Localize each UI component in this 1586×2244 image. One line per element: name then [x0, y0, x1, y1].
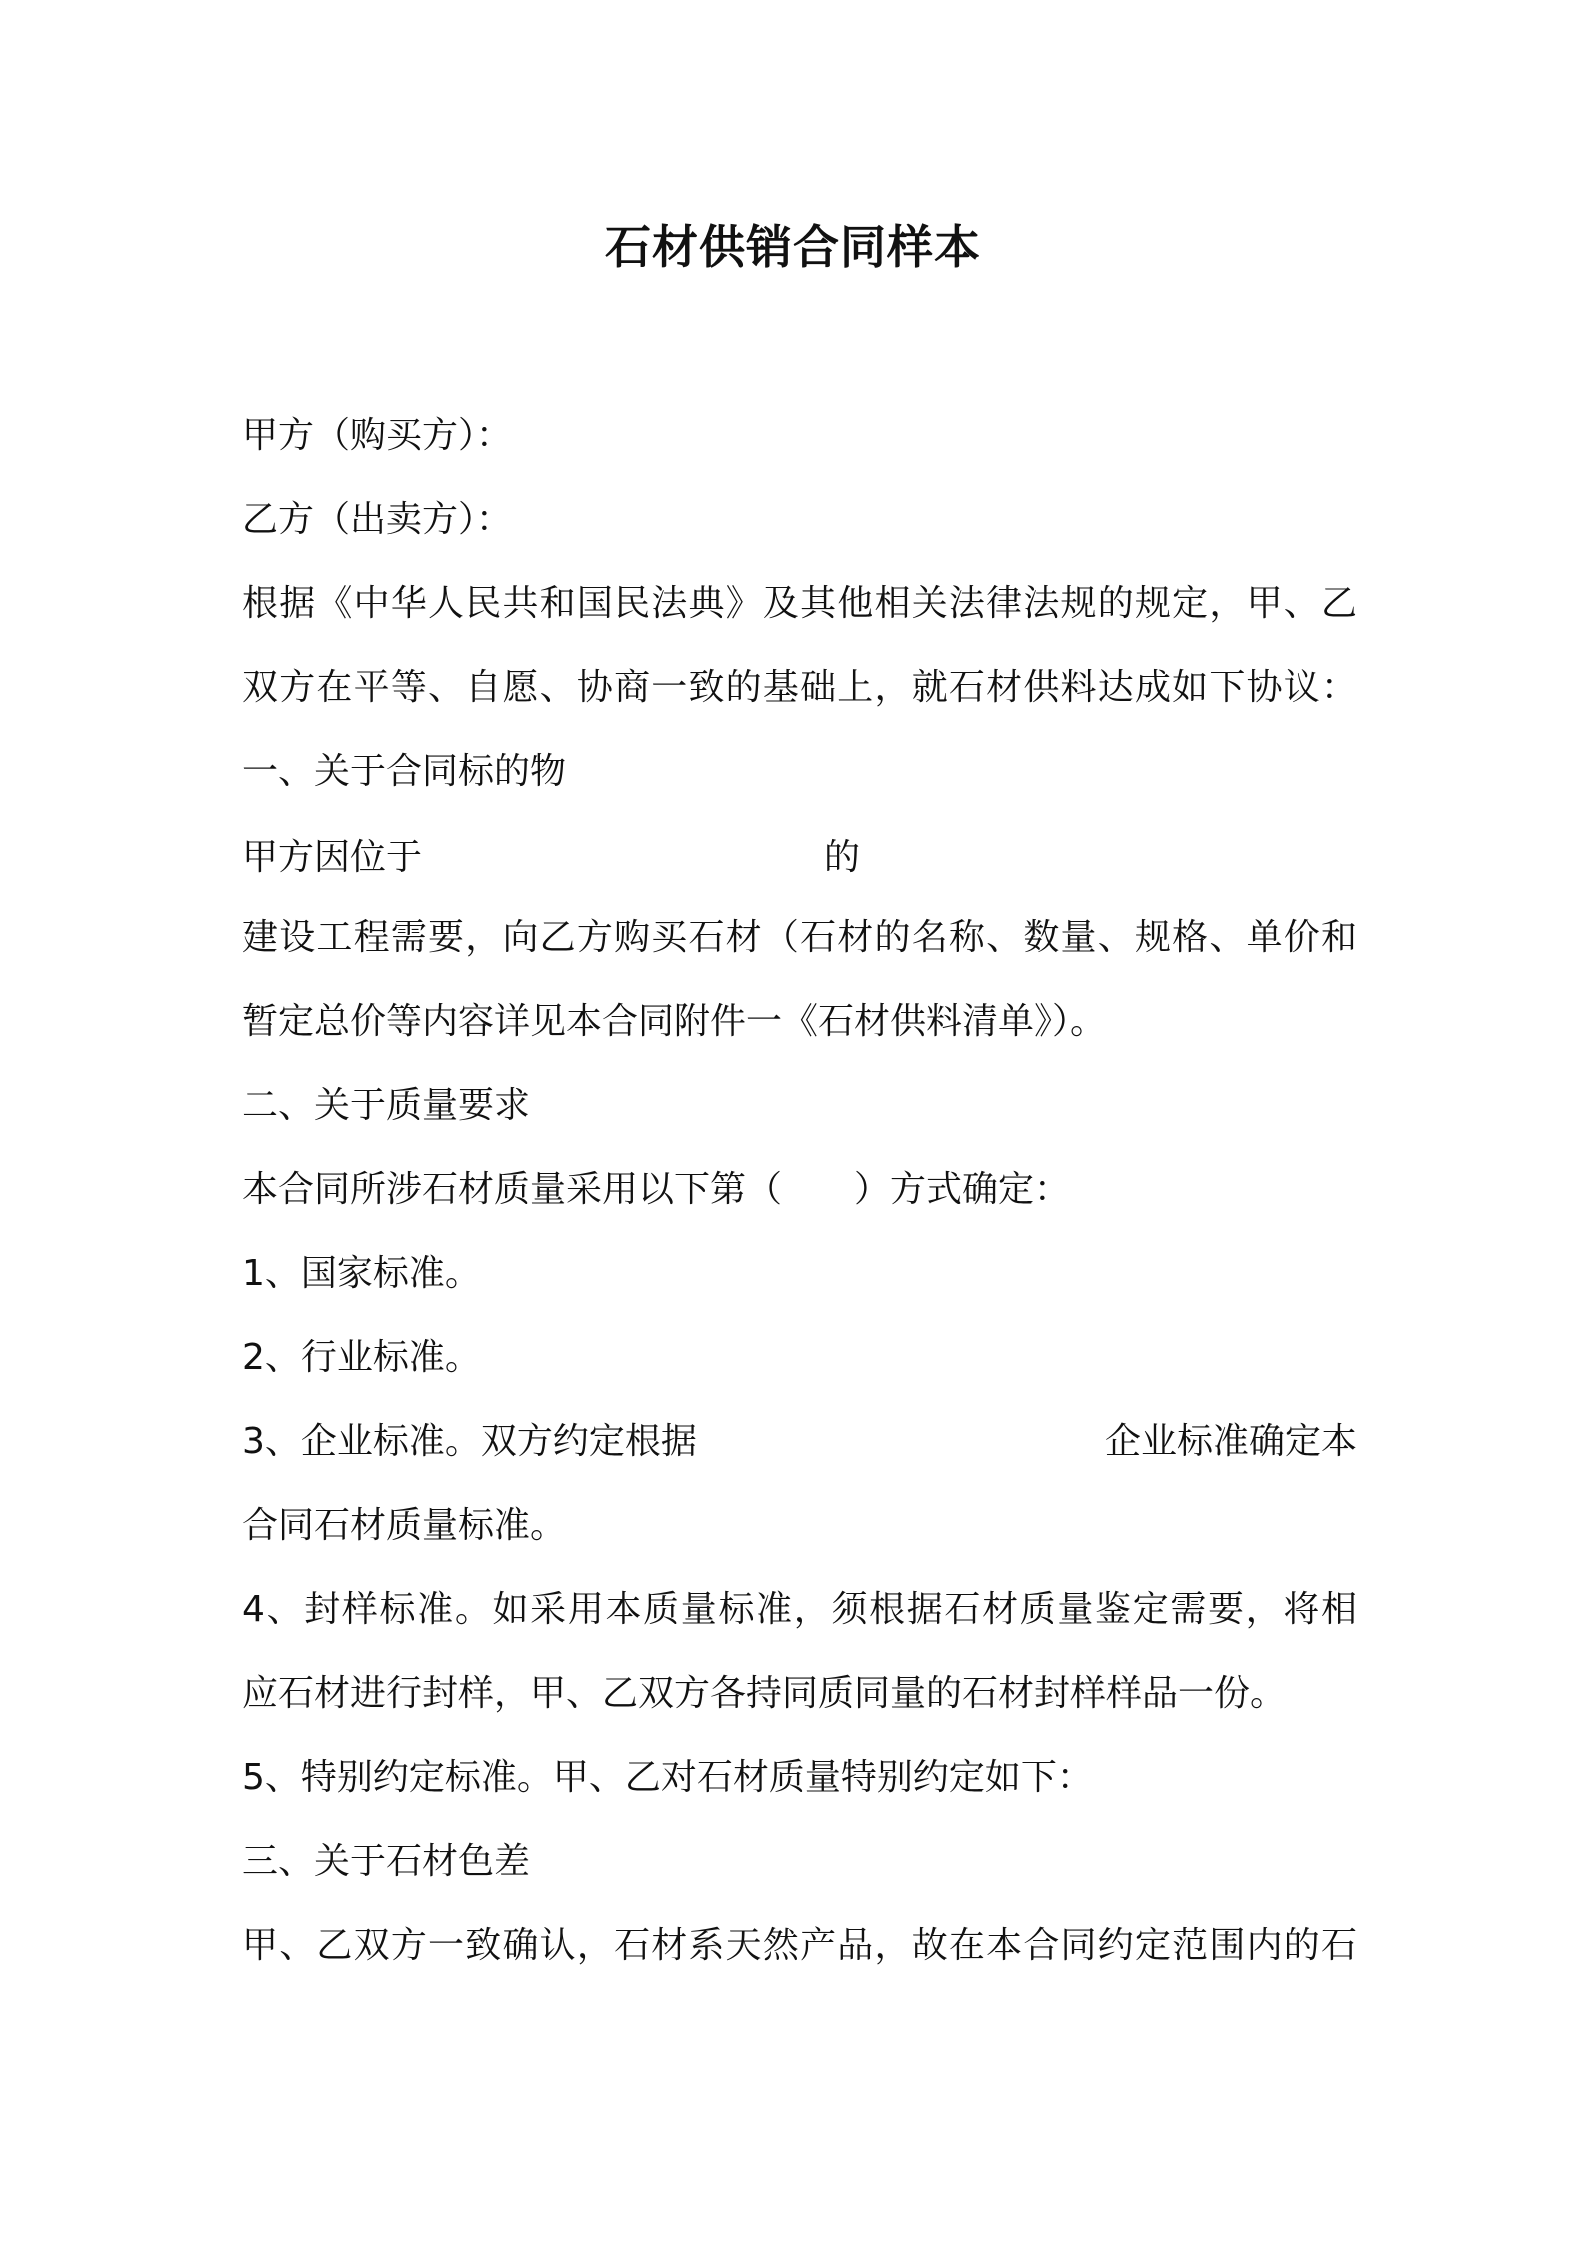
section-2-heading: 二、关于质量要求	[242, 1085, 531, 1126]
party-a-line: 甲方（购买方）：	[242, 415, 513, 456]
preamble-line-2: 双方在平等、自愿、协商一致的基础上，就石材供料达成如下协议：	[242, 667, 1357, 708]
section-2-item-1: 1、国家标准。	[242, 1253, 481, 1294]
section-2-item-4-line-1: 4、封样标准。如采用本质量标准，须根据石材质量鉴定需要，将相	[242, 1589, 1357, 1630]
section-1-line-1-end: 的	[824, 837, 861, 878]
section-3-line-1: 甲、乙双方一致确认，石材系天然产品，故在本合同约定范围内的石	[242, 1925, 1357, 1966]
section-1-heading: 一、关于合同标的物	[242, 751, 567, 792]
section-1-line-3: 暂定总价等内容详见本合同附件一《石材供料清单》）。	[242, 1001, 1107, 1042]
section-2-intro: 本合同所涉石材质量采用以下第（ ）方式确定：	[242, 1169, 1071, 1210]
section-1-line-1-start: 甲方因位于	[242, 837, 423, 878]
party-b-line: 乙方（出卖方）：	[242, 499, 513, 540]
section-2-item-2: 2、行业标准。	[242, 1337, 481, 1378]
section-1-line-2: 建设工程需要，向乙方购买石材（石材的名称、数量、规格、单价和	[242, 917, 1357, 958]
document-title: 石材供销合同样本	[605, 220, 981, 274]
section-3-heading: 三、关于石材色差	[242, 1841, 531, 1882]
section-2-item-3-start: 3、企业标准。双方约定根据	[242, 1421, 697, 1462]
section-2-item-3-end: 企业标准确定本	[1104, 1421, 1357, 1462]
section-2-item-4-line-2: 应石材进行封样，甲、乙双方各持同质同量的石材封样样品一份。	[242, 1673, 1287, 1714]
section-2-item-5: 5、特别约定标准。甲、乙对石材质量特别约定如下：	[242, 1757, 1093, 1798]
section-2-item-3-cont: 合同石材质量标准。	[242, 1505, 567, 1546]
preamble-line-1: 根据《中华人民共和国民法典》及其他相关法律法规的规定，甲、乙	[242, 583, 1357, 624]
